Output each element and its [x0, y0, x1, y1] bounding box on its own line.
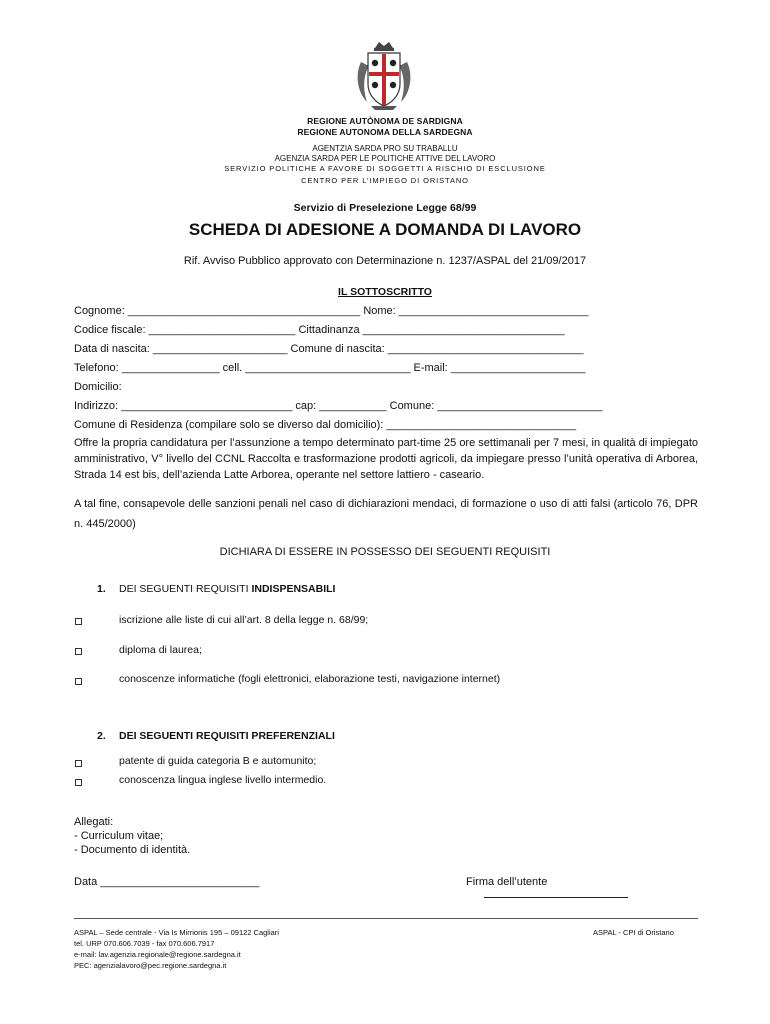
reference-line: Rif. Avviso Pubblico approvato con Determinazione n. 1237/ASPAL del 21/09/2017	[183, 255, 587, 267]
document-title: SCHEDA DI ADESIONE A DOMANDA DI LAVORO	[188, 220, 582, 239]
telefono-field[interactable]: Telefono: ________________ cell. ___________________________ E-mail: ______________________	[74, 362, 586, 374]
sardinia-coat-of-arms-icon	[353, 40, 415, 112]
date-field[interactable]: Data __________________________	[74, 876, 260, 888]
offer-paragraph: Offre la propria candidatura per l’assunzione a tempo determinato part-time 25 ore settimanali per 7 mesi, in qualità di impiegato amministrativo, V° livello del CCNL Raccolta e trasformazione prodotti agricoli, da impiegare presso l’unità operativa di Arborea, Strada 14 est bis, dell’azienda Latte Arborea, operante nel settore lattiero - caseario.	[74, 437, 698, 481]
region-name-sardinian: REGIONE AUTÒNOMA DE SARDIGNA	[307, 116, 463, 126]
footer-divider	[74, 918, 698, 919]
section1-title	[119, 583, 335, 595]
requirement-item: patente di guida categoria B e automunito;	[119, 755, 317, 767]
section1-title-prefix: DEI SEGUENTI REQUISITI	[119, 583, 252, 595]
footer-office: ASPAL - CPI di Oristano	[593, 928, 674, 937]
section-heading: IL SOTTOSCRITTO	[338, 286, 432, 298]
domicilio-label: Domicilio:	[74, 381, 122, 393]
attachment-item: - Documento di identità.	[74, 844, 191, 856]
footer-email: e-mail: lav.agenzia.regionale@regione.sardegna.it	[74, 950, 241, 959]
signature-label: Firma dell’utente	[466, 876, 548, 888]
residenza-field[interactable]: Comune di Residenza (compilare solo se diverso dal domicilio): _______________________________	[74, 419, 577, 431]
data-nascita-field[interactable]: Data di nascita: ______________________ Comune di nascita: ________________________________	[74, 343, 584, 355]
service-division: SERVIZIO POLITICHE A FAVORE DI SOGGETTI A RISCHIO DI ESCLUSIONE	[224, 164, 546, 173]
requirement-item: conoscenza lingua inglese livello intermedio.	[119, 774, 327, 786]
signature-line[interactable]	[484, 897, 628, 898]
employment-center: CENTRO PER L’IMPIEGO DI ORISTANO	[301, 176, 469, 185]
cognome-nome-field[interactable]: Cognome: ______________________________________ Nome: _______________________________	[74, 305, 589, 317]
section1-number: 1.	[97, 583, 106, 595]
requirement-item: iscrizione alle liste di cui all’art. 8 della legge n. 68/99;	[119, 614, 369, 626]
agency-name-italian: AGENZIA SARDA PER LE POLITICHE ATTIVE DEL LAVORO	[274, 154, 496, 163]
agency-name-sardinian: AGENTZIA SARDA PRO SU TRABALLU	[312, 144, 458, 153]
section2-number: 2.	[97, 730, 106, 742]
checkbox-icon[interactable]	[75, 678, 82, 685]
footer-address: ASPAL – Sede centrale - Via Is Mirrionis 195 – 09122 Cagliari	[74, 928, 279, 937]
footer-phone: tel. URP 070.606.7039 - fax 070.606.7917	[74, 939, 215, 948]
dichiara-heading: DICHIARA DI ESSERE IN POSSESSO DEI SEGUENTI REQUISITI	[219, 546, 551, 558]
checkbox-icon[interactable]	[75, 760, 82, 767]
attachments-label: Allegati:	[74, 816, 114, 828]
section2-title: DEI SEGUENTI REQUISITI PREFERENZIALI	[119, 730, 335, 742]
region-name-italian: REGIONE AUTONOMA DELLA SARDEGNA	[297, 127, 473, 137]
declaration-paragraph: A tal fine, consapevole delle sanzioni penali nel caso di dichiarazioni mendaci, di formazione o uso di atti falsi (articolo 76, DPR n. 445/2000)	[74, 498, 698, 530]
section1-title-emphasis: INDISPENSABILI	[251, 583, 336, 595]
checkbox-icon[interactable]	[75, 648, 82, 655]
codice-fiscale-field[interactable]: Codice fiscale: ________________________ Cittadinanza _________________________________	[74, 324, 565, 336]
requirement-item: diploma di laurea;	[119, 644, 202, 656]
footer-pec: PEC: agenzialavoro@pec.regione.sardegna.it	[74, 961, 227, 970]
indirizzo-field[interactable]: Indirizzo: ____________________________ cap: ___________ Comune: ___________________________	[74, 400, 603, 412]
checkbox-icon[interactable]	[75, 618, 82, 625]
service-subtitle: Servizio di Preselezione Legge 68/99	[293, 202, 477, 214]
checkbox-icon[interactable]	[75, 779, 82, 786]
requirement-item: conoscenze informatiche (fogli elettronici, elaborazione testi, navigazione internet)	[119, 673, 501, 685]
attachment-item: - Curriculum vitae;	[74, 830, 164, 842]
